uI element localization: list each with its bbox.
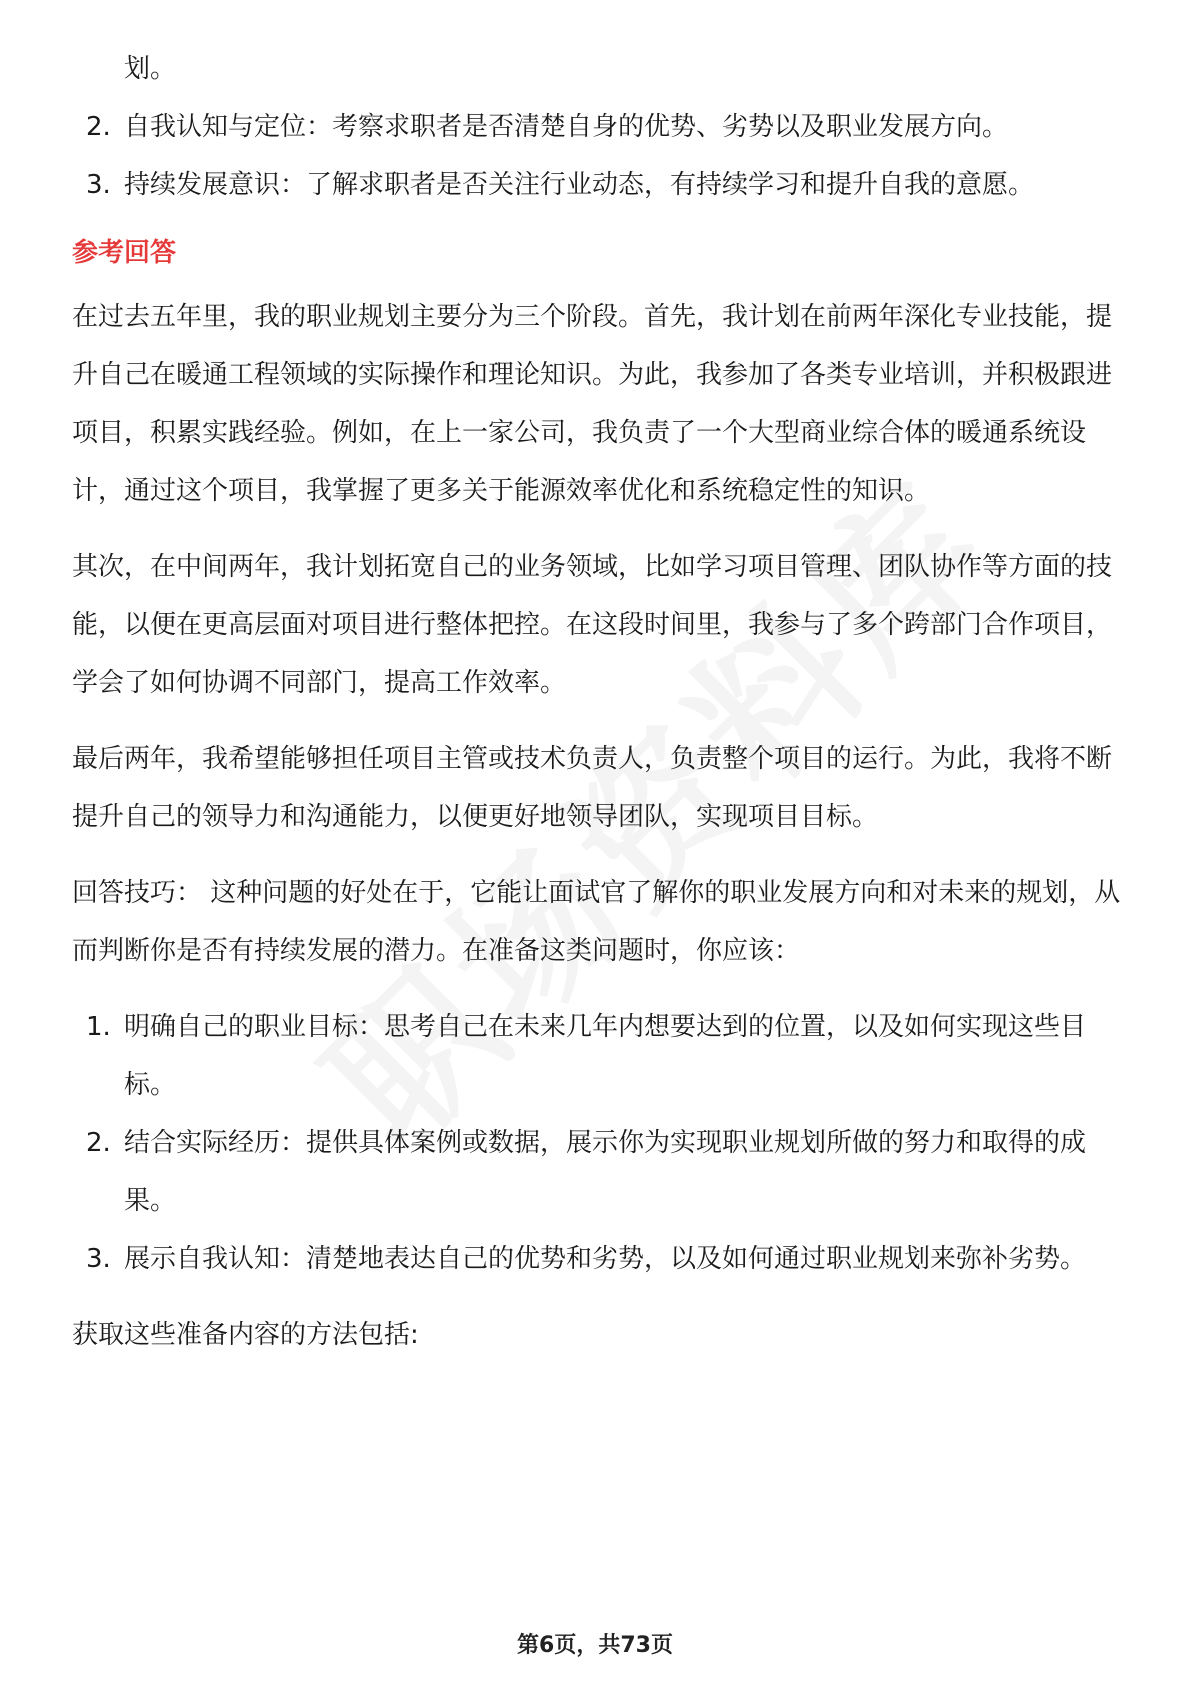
list-item xyxy=(72,1114,1122,1230)
answer-paragraph: 在过去五年里，我的职业规划主要分为三个阶段。首先，我计划在前两年深化专业技能，提升自己在暖通工程领域的实际操作和理论知识。为此，我参加了各类专业培训，并积极跟进项目，积累实践经验。例如，在上一家公司，我负责了一个大型商业综合体的暖通系统设计，通过这个项目，我掌握了更多关于能源效率优化和系统稳定性的知识。 xyxy=(72,302,1113,506)
page-content xyxy=(72,40,1122,1364)
list-item-text: 持续发展意识：了解求职者是否关注行业动态，有持续学习和提升自我的意愿。 xyxy=(124,170,1035,200)
list-item xyxy=(72,156,1122,214)
list-item-text: 明确自己的职业目标：思考自己在未来几年内想要达到的位置，以及如何实现这些目标。 xyxy=(124,1012,1087,1100)
list-item-text: 自我认知与定位：考察求职者是否清楚自身的优势、劣势以及职业发展方向。 xyxy=(124,112,1009,142)
list-number: 2. xyxy=(86,1128,111,1158)
list-item xyxy=(72,1230,1122,1288)
answer-paragraph: 其次，在中间两年，我计划拓宽自己的业务领域，比如学习项目管理、团队协作等方面的技能，以便在更高层面对项目进行整体把控。在这段时间里，我参与了多个跨部门合作项目，学会了如何协调不同部门，提高工作效率。 xyxy=(72,552,1113,698)
page-footer: 第6页，共73页 xyxy=(517,1633,673,1658)
list-item xyxy=(72,40,1122,98)
list-number: 3. xyxy=(86,1244,111,1274)
list-number: 1. xyxy=(86,1012,111,1042)
closing-line: 获取这些准备内容的方法包括: xyxy=(72,1320,419,1350)
top-list xyxy=(72,40,1122,214)
list-item-text: 展示自我认知：清楚地表达自己的优势和劣势，以及如何通过职业规划来弥补劣势。 xyxy=(124,1244,1087,1274)
list-item-text: 划。 xyxy=(124,54,177,84)
list-item xyxy=(72,998,1122,1114)
list-item-text: 结合实际经历：提供具体案例或数据，展示你为实现职业规划所做的努力和取得的成果。 xyxy=(124,1128,1087,1216)
section-heading: 参考回答 xyxy=(72,238,177,268)
list-number: 2. xyxy=(86,112,111,142)
tips-intro-paragraph: 回答技巧： 这种问题的好处在于，它能让面试官了解你的职业发展方向和对未来的规划，从而判断你是否有持续发展的潜力。在准备这类问题时，你应该： xyxy=(72,878,1121,966)
answer-paragraph: 最后两年，我希望能够担任项目主管或技术负责人，负责整个项目的运行。为此，我将不断提升自己的领导力和沟通能力，以便更好地领导团队，实现项目目标。 xyxy=(72,744,1113,832)
list-item xyxy=(72,98,1122,156)
list-number: 3. xyxy=(86,170,111,200)
tips-list xyxy=(72,998,1122,1288)
